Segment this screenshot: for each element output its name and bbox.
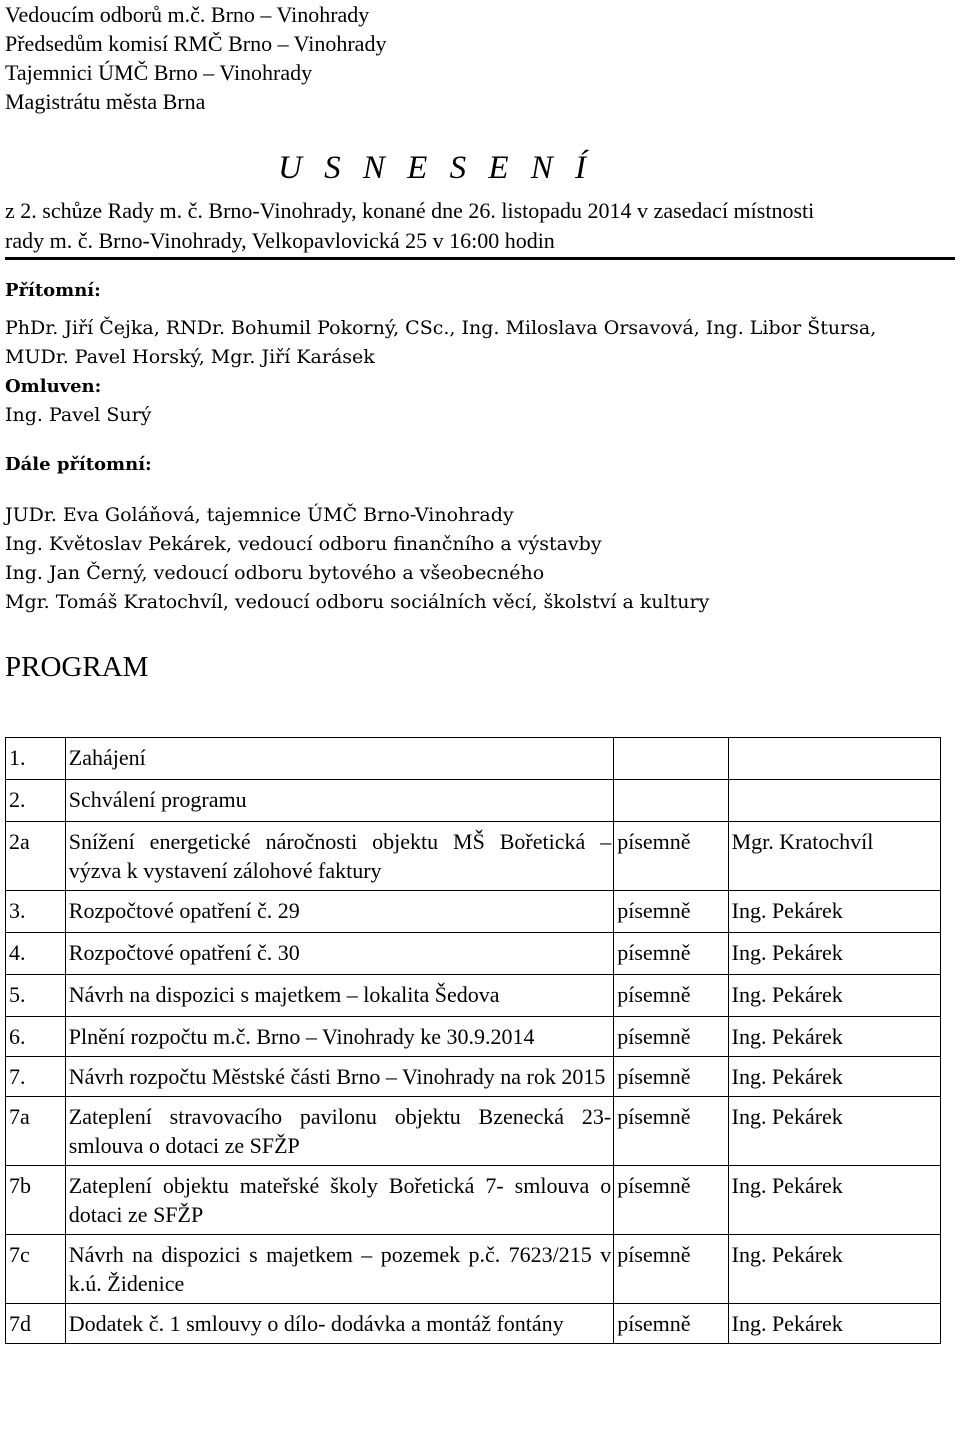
item-form — [614, 780, 728, 822]
table-row — [6, 822, 941, 891]
table-row — [6, 1097, 941, 1166]
table-row — [6, 891, 941, 933]
item-number: 5. — [6, 975, 66, 1017]
addressee-line: Tajemnici ÚMČ Brno – Vinohrady — [5, 60, 313, 85]
item-number: 1. — [6, 738, 66, 780]
intro-line-1: z 2. schůze Rady m. č. Brno-Vinohrady, konané dne 26. listopadu 2014 v zasedací místnosti — [5, 198, 815, 223]
item-subject: Plnění rozpočtu m.č. Brno – Vinohrady ke 30.9.2014 — [65, 1017, 613, 1057]
item-form — [614, 738, 728, 780]
item-form: písemně — [614, 1304, 728, 1344]
addressee-line: Magistrátu města Brna — [5, 89, 206, 114]
table-row — [6, 933, 941, 975]
intro-line-2: rady m. č. Brno-Vinohrady, Velkopavlovická 25 v 16:00 hodin — [5, 228, 555, 253]
item-form: písemně — [614, 1235, 728, 1304]
item-presenter: Ing. Pekárek — [728, 1166, 940, 1235]
item-number: 7b — [6, 1166, 66, 1235]
item-subject: Zahájení — [65, 738, 613, 780]
also-present-line: Mgr. Tomáš Kratochvíl, vedoucí odboru sociálních věcí, školství a kultury — [5, 591, 710, 613]
meeting-intro — [5, 196, 955, 256]
also-present-line: Ing. Jan Černý, vedoucí odboru bytového a všeobecného — [5, 562, 545, 584]
item-form: písemně — [614, 822, 728, 891]
item-presenter — [728, 780, 940, 822]
item-presenter: Ing. Pekárek — [728, 1235, 940, 1304]
item-number: 2. — [6, 780, 66, 822]
item-presenter: Ing. Pekárek — [728, 975, 940, 1017]
item-subject: Zateplení objektu mateřské školy Bořetická 7- smlouva o dotaci ze SFŽP — [65, 1166, 613, 1235]
item-subject: Zateplení stravovacího pavilonu objektu Bzenecká 23- smlouva o dotaci ze SFŽP — [65, 1097, 613, 1166]
item-number: 2a — [6, 822, 66, 891]
document-title: U S N E S E N Í — [278, 150, 593, 186]
item-presenter: Ing. Pekárek — [728, 1017, 940, 1057]
item-number: 7c — [6, 1235, 66, 1304]
table-row — [6, 1235, 941, 1304]
program-table — [5, 737, 941, 1344]
item-number: 6. — [6, 1017, 66, 1057]
item-presenter — [728, 738, 940, 780]
present-line-1: PhDr. Jiří Čejka, RNDr. Bohumil Pokorný, CSc., Ing. Miloslava Orsavová, Ing. Libor Štursa, — [5, 317, 877, 339]
table-row — [6, 738, 941, 780]
item-presenter: Ing. Pekárek — [728, 891, 940, 933]
present-list — [5, 314, 955, 372]
item-form: písemně — [614, 1017, 728, 1057]
table-row — [6, 780, 941, 822]
item-form: písemně — [614, 975, 728, 1017]
item-number: 4. — [6, 933, 66, 975]
item-presenter: Ing. Pekárek — [728, 1097, 940, 1166]
item-form: písemně — [614, 891, 728, 933]
item-subject: Návrh na dispozici s majetkem – pozemek p.č. 7623/215 v k.ú. Židenice — [65, 1235, 613, 1304]
item-number: 7a — [6, 1097, 66, 1166]
document-page — [5, 0, 955, 1336]
item-subject: Návrh rozpočtu Městské části Brno – Vinohrady na rok 2015 — [65, 1057, 613, 1097]
also-present-list — [5, 501, 955, 617]
present-label: Přítomní: — [5, 280, 101, 301]
item-subject: Rozpočtové opatření č. 30 — [65, 933, 613, 975]
addressee-line: Předsedům komisí RMČ Brno – Vinohrady — [5, 31, 387, 56]
excused-name — [5, 401, 955, 430]
item-form: písemně — [614, 1166, 728, 1235]
item-number: 3. — [6, 891, 66, 933]
item-form: písemně — [614, 1097, 728, 1166]
table-row — [6, 975, 941, 1017]
also-present-line: JUDr. Eva Goláňová, tajemnice ÚMČ Brno-Vinohrady — [5, 504, 514, 526]
excused-line: Ing. Pavel Surý — [5, 404, 152, 426]
item-form: písemně — [614, 933, 728, 975]
item-number: 7d — [6, 1304, 66, 1344]
item-subject: Rozpočtové opatření č. 29 — [65, 891, 613, 933]
item-presenter: Ing. Pekárek — [728, 1057, 940, 1097]
item-presenter: Ing. Pekárek — [728, 933, 940, 975]
item-subject: Schválení programu — [65, 780, 613, 822]
addressee-block — [5, 0, 955, 116]
excused-label: Omluven: — [5, 376, 102, 397]
item-subject: Snížení energetické náročnosti objektu MŠ Bořetická – výzva k vystavení zálohové faktury — [65, 822, 613, 891]
table-row — [6, 1017, 941, 1057]
item-presenter: Ing. Pekárek — [728, 1304, 940, 1344]
also-present-label: Dále přítomní: — [5, 454, 152, 475]
also-present-line: Ing. Květoslav Pekárek, vedoucí odboru finančního a výstavby — [5, 533, 602, 555]
item-subject: Návrh na dispozici s majetkem – lokalita Šedova — [65, 975, 613, 1017]
table-row — [6, 1166, 941, 1235]
item-subject: Dodatek č. 1 smlouvy o dílo- dodávka a montáž fontány — [65, 1304, 613, 1344]
item-presenter: Mgr. Kratochvíl — [728, 822, 940, 891]
present-line-2: MUDr. Pavel Horský, Mgr. Jiří Karásek — [5, 346, 375, 368]
table-row — [6, 1057, 941, 1097]
table-row — [6, 1304, 941, 1344]
item-number: 7. — [6, 1057, 66, 1097]
addressee-line: Vedoucím odborů m.č. Brno – Vinohrady — [5, 2, 370, 27]
item-form: písemně — [614, 1057, 728, 1097]
program-title: PROGRAM — [5, 651, 149, 683]
